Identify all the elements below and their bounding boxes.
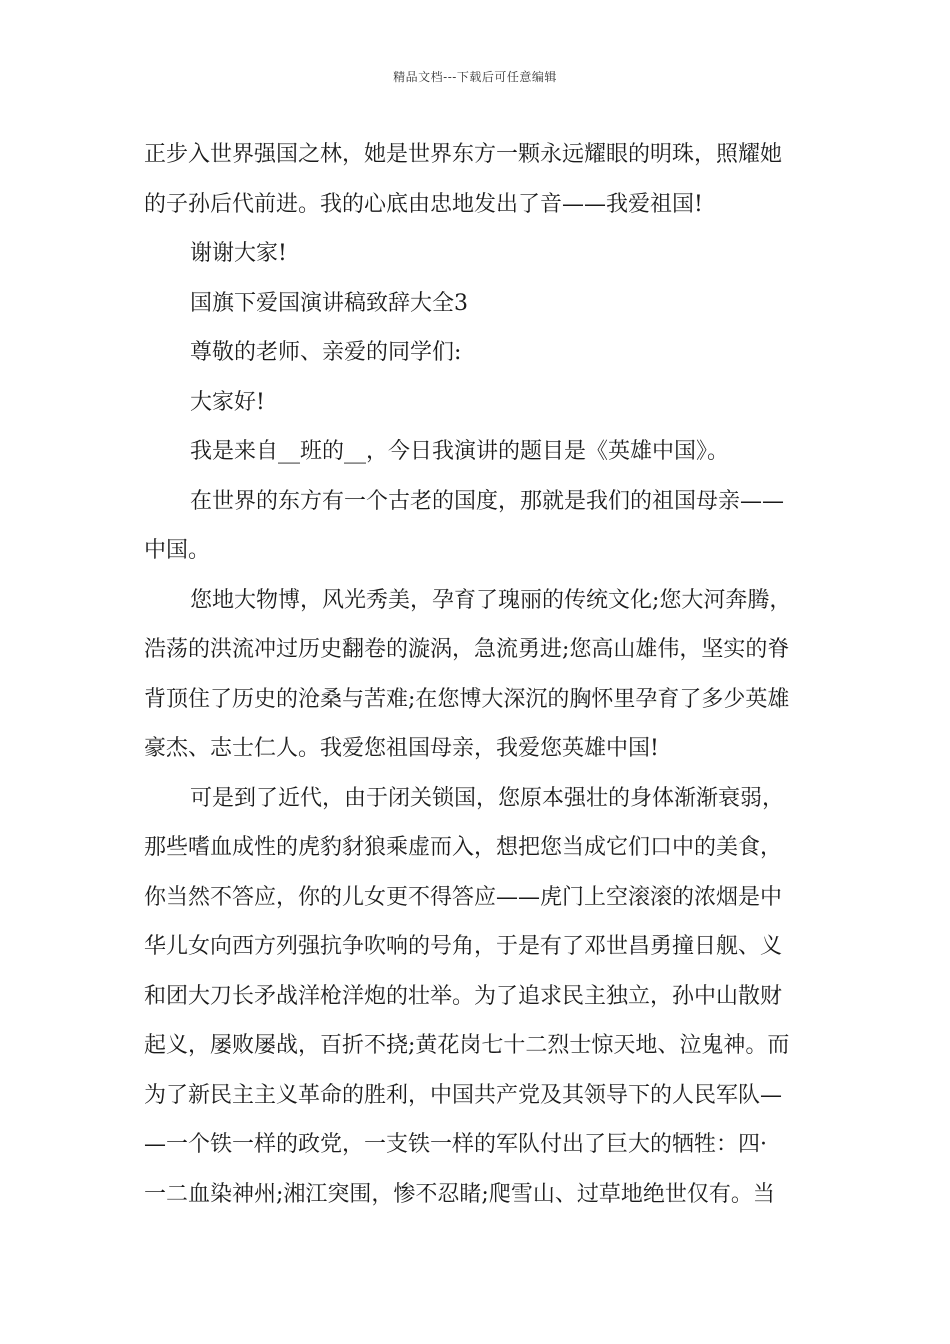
text-line: 起义，屡败屡战，百折不挠;黄花岗七十二烈士惊天地、泣鬼神。而 <box>144 1033 790 1058</box>
text-line: 的子孙后代前进。我的心底由忠地发出了音——我爱祖国! <box>144 191 703 217</box>
document-body <box>144 130 806 1219</box>
page-header: 精品文档---下载后可任意编辑 <box>393 70 557 84</box>
text-line: —一个铁一样的政党，一支铁一样的军队付出了巨大的牺牲：四· <box>144 1132 767 1157</box>
text-line: 大家好! <box>190 389 265 415</box>
text-line: 为了新民主主义革命的胜利，中国共产党及其领导下的人民军队— <box>144 1082 783 1108</box>
text-line: 我是来自__班的__，今日我演讲的题目是《英雄中国》。 <box>190 439 730 464</box>
text-line: 背顶住了历史的沧桑与苦难;在您博大深沉的胸怀里孕育了多少英雄 <box>144 686 790 712</box>
text-line: 和团大刀长矛战洋枪洋炮的壮举。为了追求民主独立，孙中山散财 <box>144 983 783 1009</box>
text-line: 豪杰、志士仁人。我爱您祖国母亲，我爱您英雄中国! <box>144 736 659 761</box>
text-line: 一二血染神州;湘江突围，惨不忍睹;爬雪山、过草地绝世仅有。当 <box>144 1181 775 1207</box>
text-line: 尊敬的老师、亲爱的同学们: <box>190 340 462 365</box>
text-line: 华儿女向西方列强抗争吹响的号角，于是有了邓世昌勇撞日舰、义 <box>144 934 783 959</box>
text-line: 你当然不答应，你的儿女更不得答应——虎门上空滚滚的浓烟是中 <box>144 884 783 910</box>
text-line: 在世界的东方有一个古老的国度，那就是我们的祖国母亲—— <box>190 488 785 514</box>
text-line: 正步入世界强国之林，她是世界东方一颗永远耀眼的明珠，照耀她 <box>144 142 783 167</box>
text-line: 浩荡的洪流冲过历史翻卷的漩涡，急流勇进;您高山雄伟，坚实的脊 <box>144 637 790 662</box>
text-line: 可是到了近代，由于闭关锁国，您原本强壮的身体渐渐衰弱， <box>190 785 785 811</box>
text-line: 国旗下爱国演讲稿致辞大全3 <box>190 290 468 316</box>
text-line: 那些嗜血成性的虎豹豺狼乘虚而入，想把您当成它们口中的美食， <box>144 835 783 860</box>
text-line: 中国。 <box>144 538 211 563</box>
text-line: 谢谢大家! <box>190 241 287 266</box>
text-line: 您地大物博，风光秀美，孕育了瑰丽的传统文化;您大河奔腾， <box>190 587 792 613</box>
